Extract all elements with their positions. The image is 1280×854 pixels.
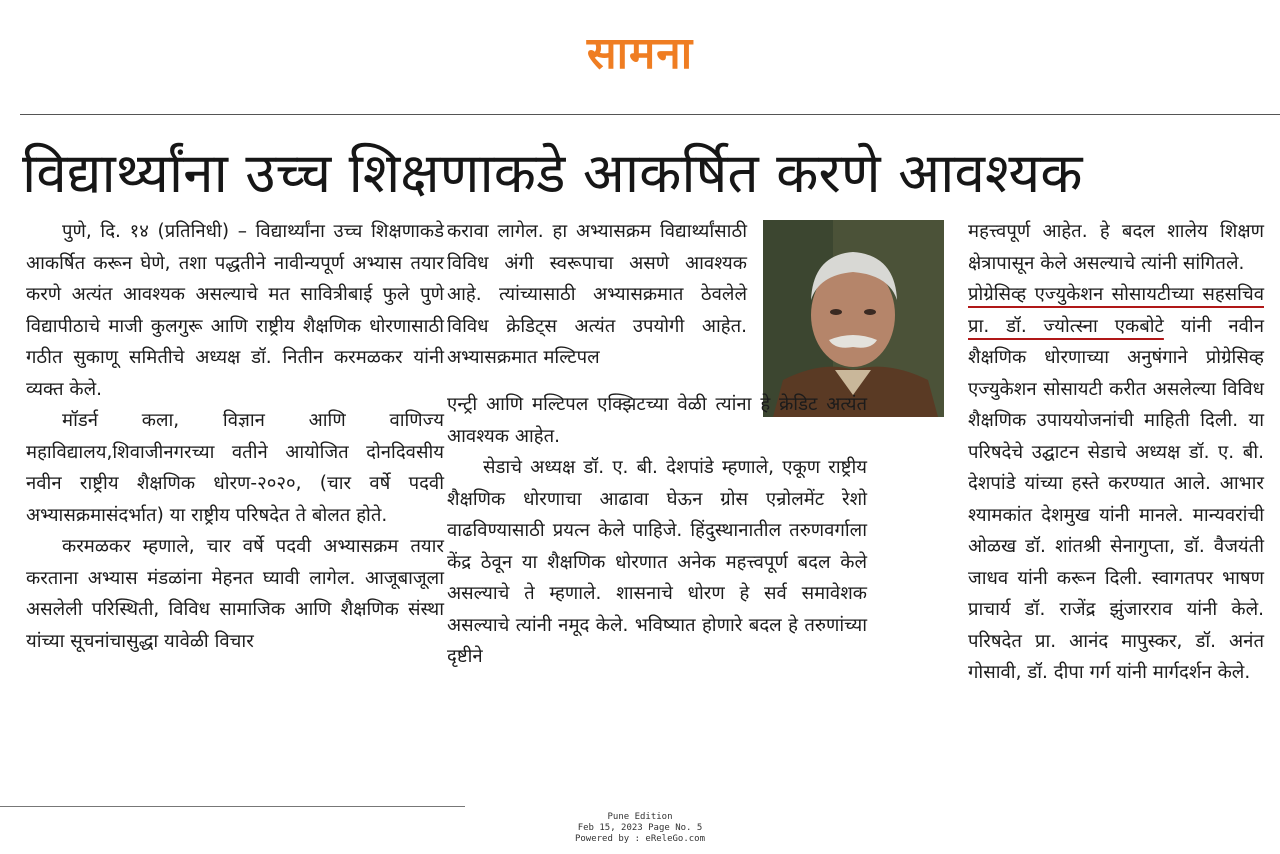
footer-edition: Pune Edition — [607, 812, 673, 822]
article-column-3 — [868, 216, 1264, 689]
newspaper-masthead: सामना — [586, 28, 694, 79]
paragraph-ekbote — [868, 279, 1264, 689]
paragraph-event: मॉडर्न कला, विज्ञान आणि वाणिज्य महाविद्यालय,शिवाजीनगरच्या वतीने आयोजित दोनदिवसीय नवीन राष्ट्रीय शैक्षणिक धोरण-२०२०, (चार वर्षे पदवी अभ्यासक्रमासंदर्भात) या राष्ट्रीय परिषदेत ते बोलत होते. — [26, 410, 444, 526]
paragraph-deshpande: सेडाचे अध्यक्ष डॉ. ए. बी. देशपांडे म्हणाले, एकूण राष्ट्रीय शैक्षणिक धोरणाचा आढावा घेऊन ग्रोस एन्रोलमेंट रेशो वाढविण्यासाठी प्रयत्न केले पाहिजे. हिंदुस्थानातील तरुणवर्गाला केंद्र ठेवून या शैक्षणिक धोरणात अनेक महत्त्वपूर्ण बदल केले असल्याचे ते म्हणाले. शासनाचे धोरण हे सर्व समावेशक असल्याचे त्यांनी नमूद केले. भविष्यात होणारे बदल हे तरुणांच्या दृष्टीने — [447, 457, 867, 667]
footer-date-page: Feb 15, 2023 Page No. 5 — [577, 823, 703, 833]
paragraph-quote: करमळकर म्हणाले, चार वर्षे पदवी अभ्यासक्रम तयार करताना अभ्यास मंडळांना मेहनत घ्यावी लागेल. आजूबाजूला असलेली परिस्थिती, विविध सामाजिक आणि शैक्षणिक संस्था यांच्या सूचनांचासुद्धा यावेळी विचार — [26, 536, 444, 652]
bottom-rule — [0, 806, 465, 807]
footer-powered-by: Powered by : eReleGo.com — [574, 834, 706, 844]
paragraph-intro: पुणे, दि. १४ (प्रतिनिधी) – विद्यार्थ्यांना उच्च शिक्षणाकडे आकर्षित करून घेणे, तशा पद्धतीने नावीन्यपूर्ण अभ्यास तयार करणे अत्यंत आवश्यक असल्याचे मत सावित्रीबाई फुले पुणे विद्यापीठाचे माजी कुलगुरू आणि राष्ट्रीय शैक्षणिक धोरणासाठी गठीत सुकाणू समितीचे अध्यक्ष डॉ. नितीन करमळकर यांनी व्यक्त केले. — [26, 221, 444, 400]
paragraph-continued: करावा लागेल. हा अभ्यासक्रम विद्यार्थ्यांसाठी विविध अंगी स्वरूपाचा असणे आवश्यक आहे. त्यांच्यासाठी अभ्यासक्रमात ठेवलेले विविध क्रेडिट्स अत्यंत उपयोगी आहेत. अभ्यासक्रमात मल्टिपल — [447, 221, 747, 368]
header-divider — [20, 114, 1280, 115]
page-footer — [0, 812, 1280, 845]
article-headline: विद्यार्थ्यांना उच्च शिक्षणाकडे आकर्षित करणे आवश्यक — [22, 141, 1083, 205]
article-column-2-top — [447, 216, 747, 374]
article-column-2-bottom — [447, 389, 867, 673]
paragraph-continued-3: महत्त्वपूर्ण आहेत. हे बदल शालेय शिक्षण क्षेत्रापासून केले असल्याचे त्यांनी सांगितले. — [968, 221, 1264, 274]
paragraph-credits: एन्ट्री आणि मल्टिपल एक्झिटच्या वेळी त्यांना हे क्रेडिट अत्यंत आवश्यक आहेत. — [447, 394, 867, 447]
paragraph-ekbote-rest: यांनी नवीन शैक्षणिक धोरणाच्या अनुषंगाने प्रोग्रेसिव्ह एज्युकेशन सोसायटी करीत असलेल्या विविध शैक्षणिक उपाययोजनांची माहिती दिली. या परिषदेचे उद्घाटन सेडाचे अध्यक्ष डॉ. ए. बी. देशपांडे यांच्या हस्ते करण्यात आले. आभार श्यामकांत देशमुख यांनी मानले. मान्यवरांची ओळख डॉ. शांतश्री सेनागुप्ता, डॉ. वैजयंती जाधव यांनी करून दिली. स्वागतपर भाषण प्राचार्य डॉ. राजेंद्र झुंजारराव यांनी केले. परिषदेत प्रा. आनंद मापुस्कर, डॉ. अनंत गोसावी, डॉ. दीपा गर्ग यांनी मार्गदर्शन केले. — [968, 315, 1264, 683]
article-column-1 — [26, 216, 444, 657]
highlighted-name: प्रोग्रेसिव्ह एज्युकेशन सोसायटीच्या सहसचिव प्रा. डॉ. ज्योत्स्ना एकबोटे — [968, 284, 1264, 337]
